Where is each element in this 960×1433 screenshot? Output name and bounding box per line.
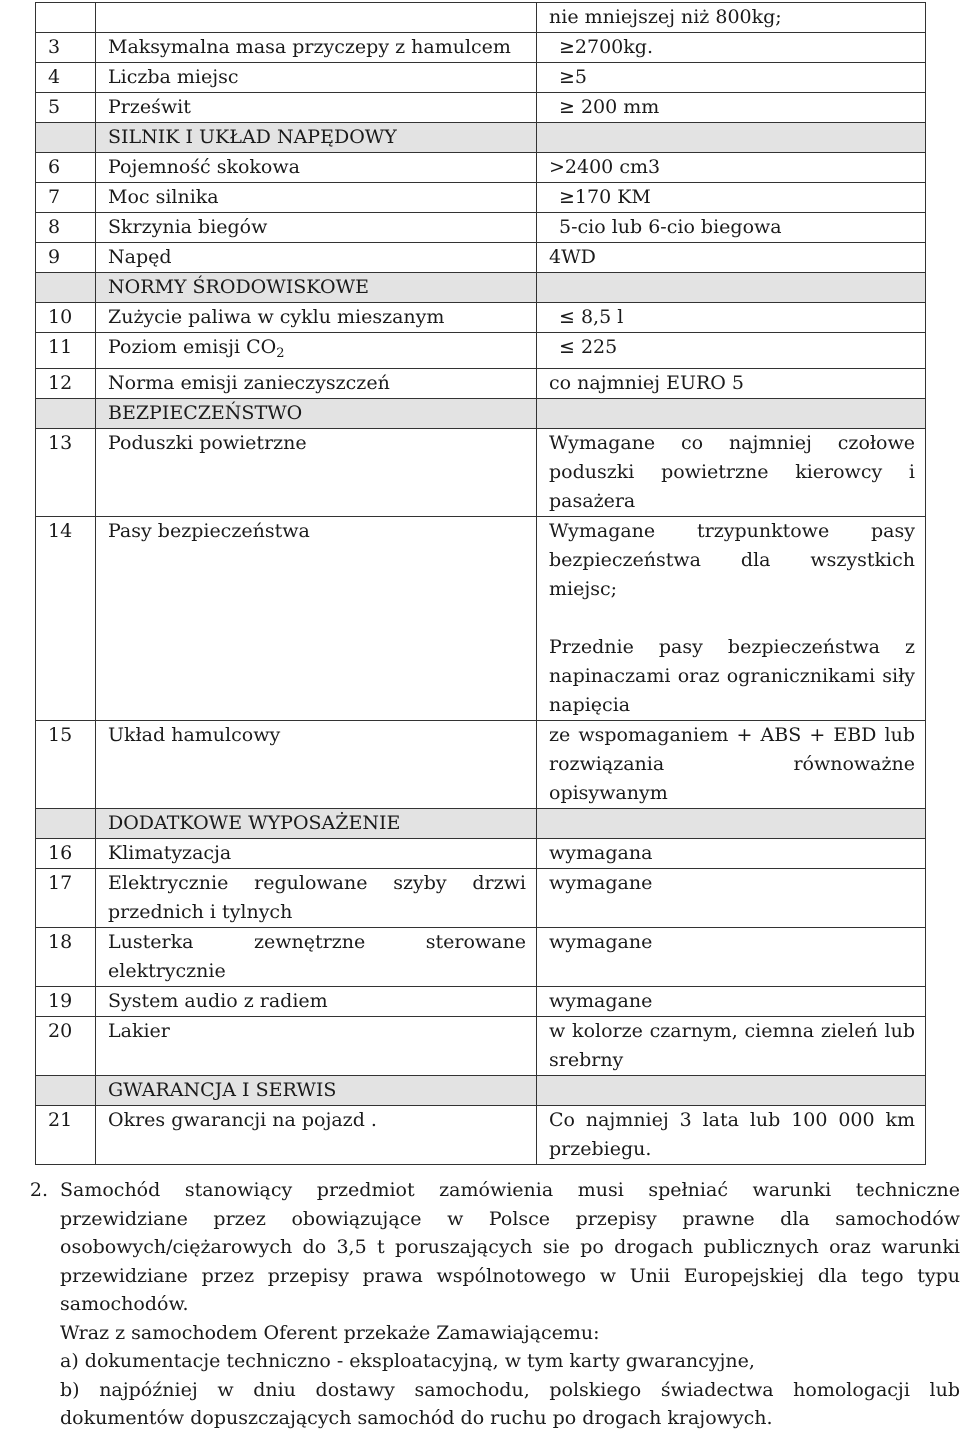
- table-row: [36, 839, 926, 869]
- row-number: 7: [36, 183, 96, 213]
- greater-equal-symbol: ≥: [559, 96, 575, 118]
- row-number: 3: [36, 33, 96, 63]
- row-name: Maksymalna masa przyczepy z hamulcem: [96, 33, 537, 63]
- row-value: co najmniej EURO 5: [537, 369, 926, 399]
- paragraph-main: [29, 1176, 960, 1319]
- section-header: [36, 399, 926, 429]
- row-number: 21: [36, 1106, 96, 1165]
- row-name: Moc silnika: [96, 183, 537, 213]
- row-name: Liczba miejsc: [96, 63, 537, 93]
- section-title: SILNIK I UKŁAD NAPĘDOWY: [96, 123, 537, 153]
- row-name: Prześwit: [96, 93, 537, 123]
- less-equal-symbol: ≤: [559, 336, 575, 358]
- row-value: wymagane: [537, 869, 926, 928]
- table-row: [36, 429, 926, 517]
- row-value: >2400 cm3: [537, 153, 926, 183]
- row-number: 9: [36, 243, 96, 273]
- table-row: [36, 987, 926, 1017]
- row-value: Wymagane trzypunktowe pasy bezpieczeństwa dla wszystkich miejsc; Przednie pasy bezpieczeństwa z napinaczami oraz ogranicznikami siły napięcia: [537, 517, 926, 721]
- row-value: ≥2700kg.: [537, 33, 926, 63]
- row-name: Układ hamulcowy: [96, 721, 537, 809]
- less-equal-symbol: ≤: [559, 306, 575, 328]
- table-row: [36, 183, 926, 213]
- row-number: 17: [36, 869, 96, 928]
- table-row: [36, 213, 926, 243]
- row-value: wymagane: [537, 928, 926, 987]
- requirements-paragraph: [29, 1176, 960, 1433]
- row-number: 15: [36, 721, 96, 809]
- row-value: wymagane: [537, 987, 926, 1017]
- table-row: [36, 1106, 926, 1165]
- section-title: GWARANCJA I SERWIS: [96, 1076, 537, 1106]
- row-name: Skrzynia biegów: [96, 213, 537, 243]
- row-name: System audio z radiem: [96, 987, 537, 1017]
- row-number: 11: [36, 333, 96, 369]
- row-value: wymagana: [537, 839, 926, 869]
- paragraph-intro: Wraz z samochodem Oferent przekaże Zamawiającemu:: [60, 1321, 600, 1344]
- row-value: Wymagane co najmniej czołowe poduszki powietrzne kierowcy i pasażera: [537, 429, 926, 517]
- table-row: [36, 243, 926, 273]
- row-number: 20: [36, 1017, 96, 1076]
- subscript: 2: [276, 346, 285, 361]
- row-value: ≥ 200 mm: [537, 93, 926, 123]
- row-value: Co najmniej 3 lata lub 100 000 km przebiegu.: [537, 1106, 926, 1165]
- row-name: Napęd: [96, 243, 537, 273]
- row-number: 10: [36, 303, 96, 333]
- section-header: [36, 809, 926, 839]
- row-name: Elektrycznie regulowane szyby drzwi przednich i tylnych: [96, 869, 537, 928]
- table-row: [36, 869, 926, 928]
- row-number: [36, 3, 96, 33]
- section-header: [36, 123, 926, 153]
- row-value: ≥170 KM: [537, 183, 926, 213]
- row-number: 5: [36, 93, 96, 123]
- row-name: Norma emisji zanieczyszczeń: [96, 369, 537, 399]
- section-title: DODATKOWE WYPOSAŻENIE: [96, 809, 537, 839]
- row-name: Klimatyzacja: [96, 839, 537, 869]
- table-row: [36, 928, 926, 987]
- row-number: 12: [36, 369, 96, 399]
- table-row: [36, 517, 926, 721]
- row-value: w kolorze czarnym, ciemna zieleń lub srebrny: [537, 1017, 926, 1076]
- table-row: [36, 63, 926, 93]
- paragraph-number: 2.: [29, 1179, 48, 1201]
- table-row: [36, 303, 926, 333]
- row-name: Poziom emisji $CO_2$: [96, 333, 537, 369]
- row-name: Lakier: [96, 1017, 537, 1076]
- row-number: 18: [36, 928, 96, 987]
- paragraph-item-a: a) dokumentacje techniczno - eksploatacyjną, w tym karty gwarancyjne,: [60, 1350, 755, 1372]
- row-value: ≤ 225: [537, 333, 926, 369]
- greater-equal-symbol: ≥: [559, 36, 575, 58]
- row-number: 19: [36, 987, 96, 1017]
- section-header: [36, 273, 926, 303]
- greater-equal-symbol: ≥: [559, 66, 575, 88]
- table-row: [36, 1017, 926, 1076]
- section-title: NORMY ŚRODOWISKOWE: [96, 273, 537, 303]
- row-number: 13: [36, 429, 96, 517]
- row-value: 4WD: [537, 243, 926, 273]
- row-name: Poduszki powietrzne: [96, 429, 537, 517]
- table-row: [36, 33, 926, 63]
- row-value: 5-cio lub 6-cio biegowa: [537, 213, 926, 243]
- paragraph-item-b: b) najpóźniej w dniu dostawy samochodu, polskiego świadectwa homologacji lub dokumentów dopuszczających samochód do ruchu po drogach krajowych.: [60, 1378, 960, 1429]
- specification-table: [35, 2, 926, 1165]
- row-name: Okres gwarancji na pojazd .: [96, 1106, 537, 1165]
- row-value: ≥5: [537, 63, 926, 93]
- row-name: Lusterka zewnętrzne sterowane elektrycznie: [96, 928, 537, 987]
- table-row: [36, 333, 926, 369]
- row-number: 14: [36, 517, 96, 721]
- row-name: [96, 3, 537, 33]
- row-value: nie mniejszej niż 800kg;: [537, 3, 926, 33]
- row-number: 16: [36, 839, 96, 869]
- section-header: [36, 1076, 926, 1106]
- table-row: [36, 93, 926, 123]
- table-row: [36, 721, 926, 809]
- table-row: [36, 153, 926, 183]
- greater-equal-symbol: ≥: [559, 186, 575, 208]
- section-title: BEZPIECZEŃSTWO: [96, 399, 537, 429]
- row-name: Pasy bezpieczeństwa: [96, 517, 537, 721]
- row-number: 4: [36, 63, 96, 93]
- row-number: 8: [36, 213, 96, 243]
- row-number: 6: [36, 153, 96, 183]
- row-name: Pojemność skokowa: [96, 153, 537, 183]
- table-row: [36, 369, 926, 399]
- row-name: Zużycie paliwa w cyklu mieszanym: [96, 303, 537, 333]
- paragraph-text: Samochód stanowiący przedmiot zamówienia musi spełniać warunki techniczne przewidziane przez obowiązujące w Polsce przepisy prawne dla samochodów osobowych/ciężarowych do 3,5 t poruszających sie po drogach publicznych oraz warunki przewidziane przez przepisy prawa wspólnotowego w Unii Europejskiej dla tego typu samochodów.: [60, 1179, 960, 1315]
- row-value: ≤ 8,5 l: [537, 303, 926, 333]
- table-row: [36, 3, 926, 33]
- row-value: ze wspomaganiem + ABS + EBD lub rozwiązania równoważne opisywanym: [537, 721, 926, 809]
